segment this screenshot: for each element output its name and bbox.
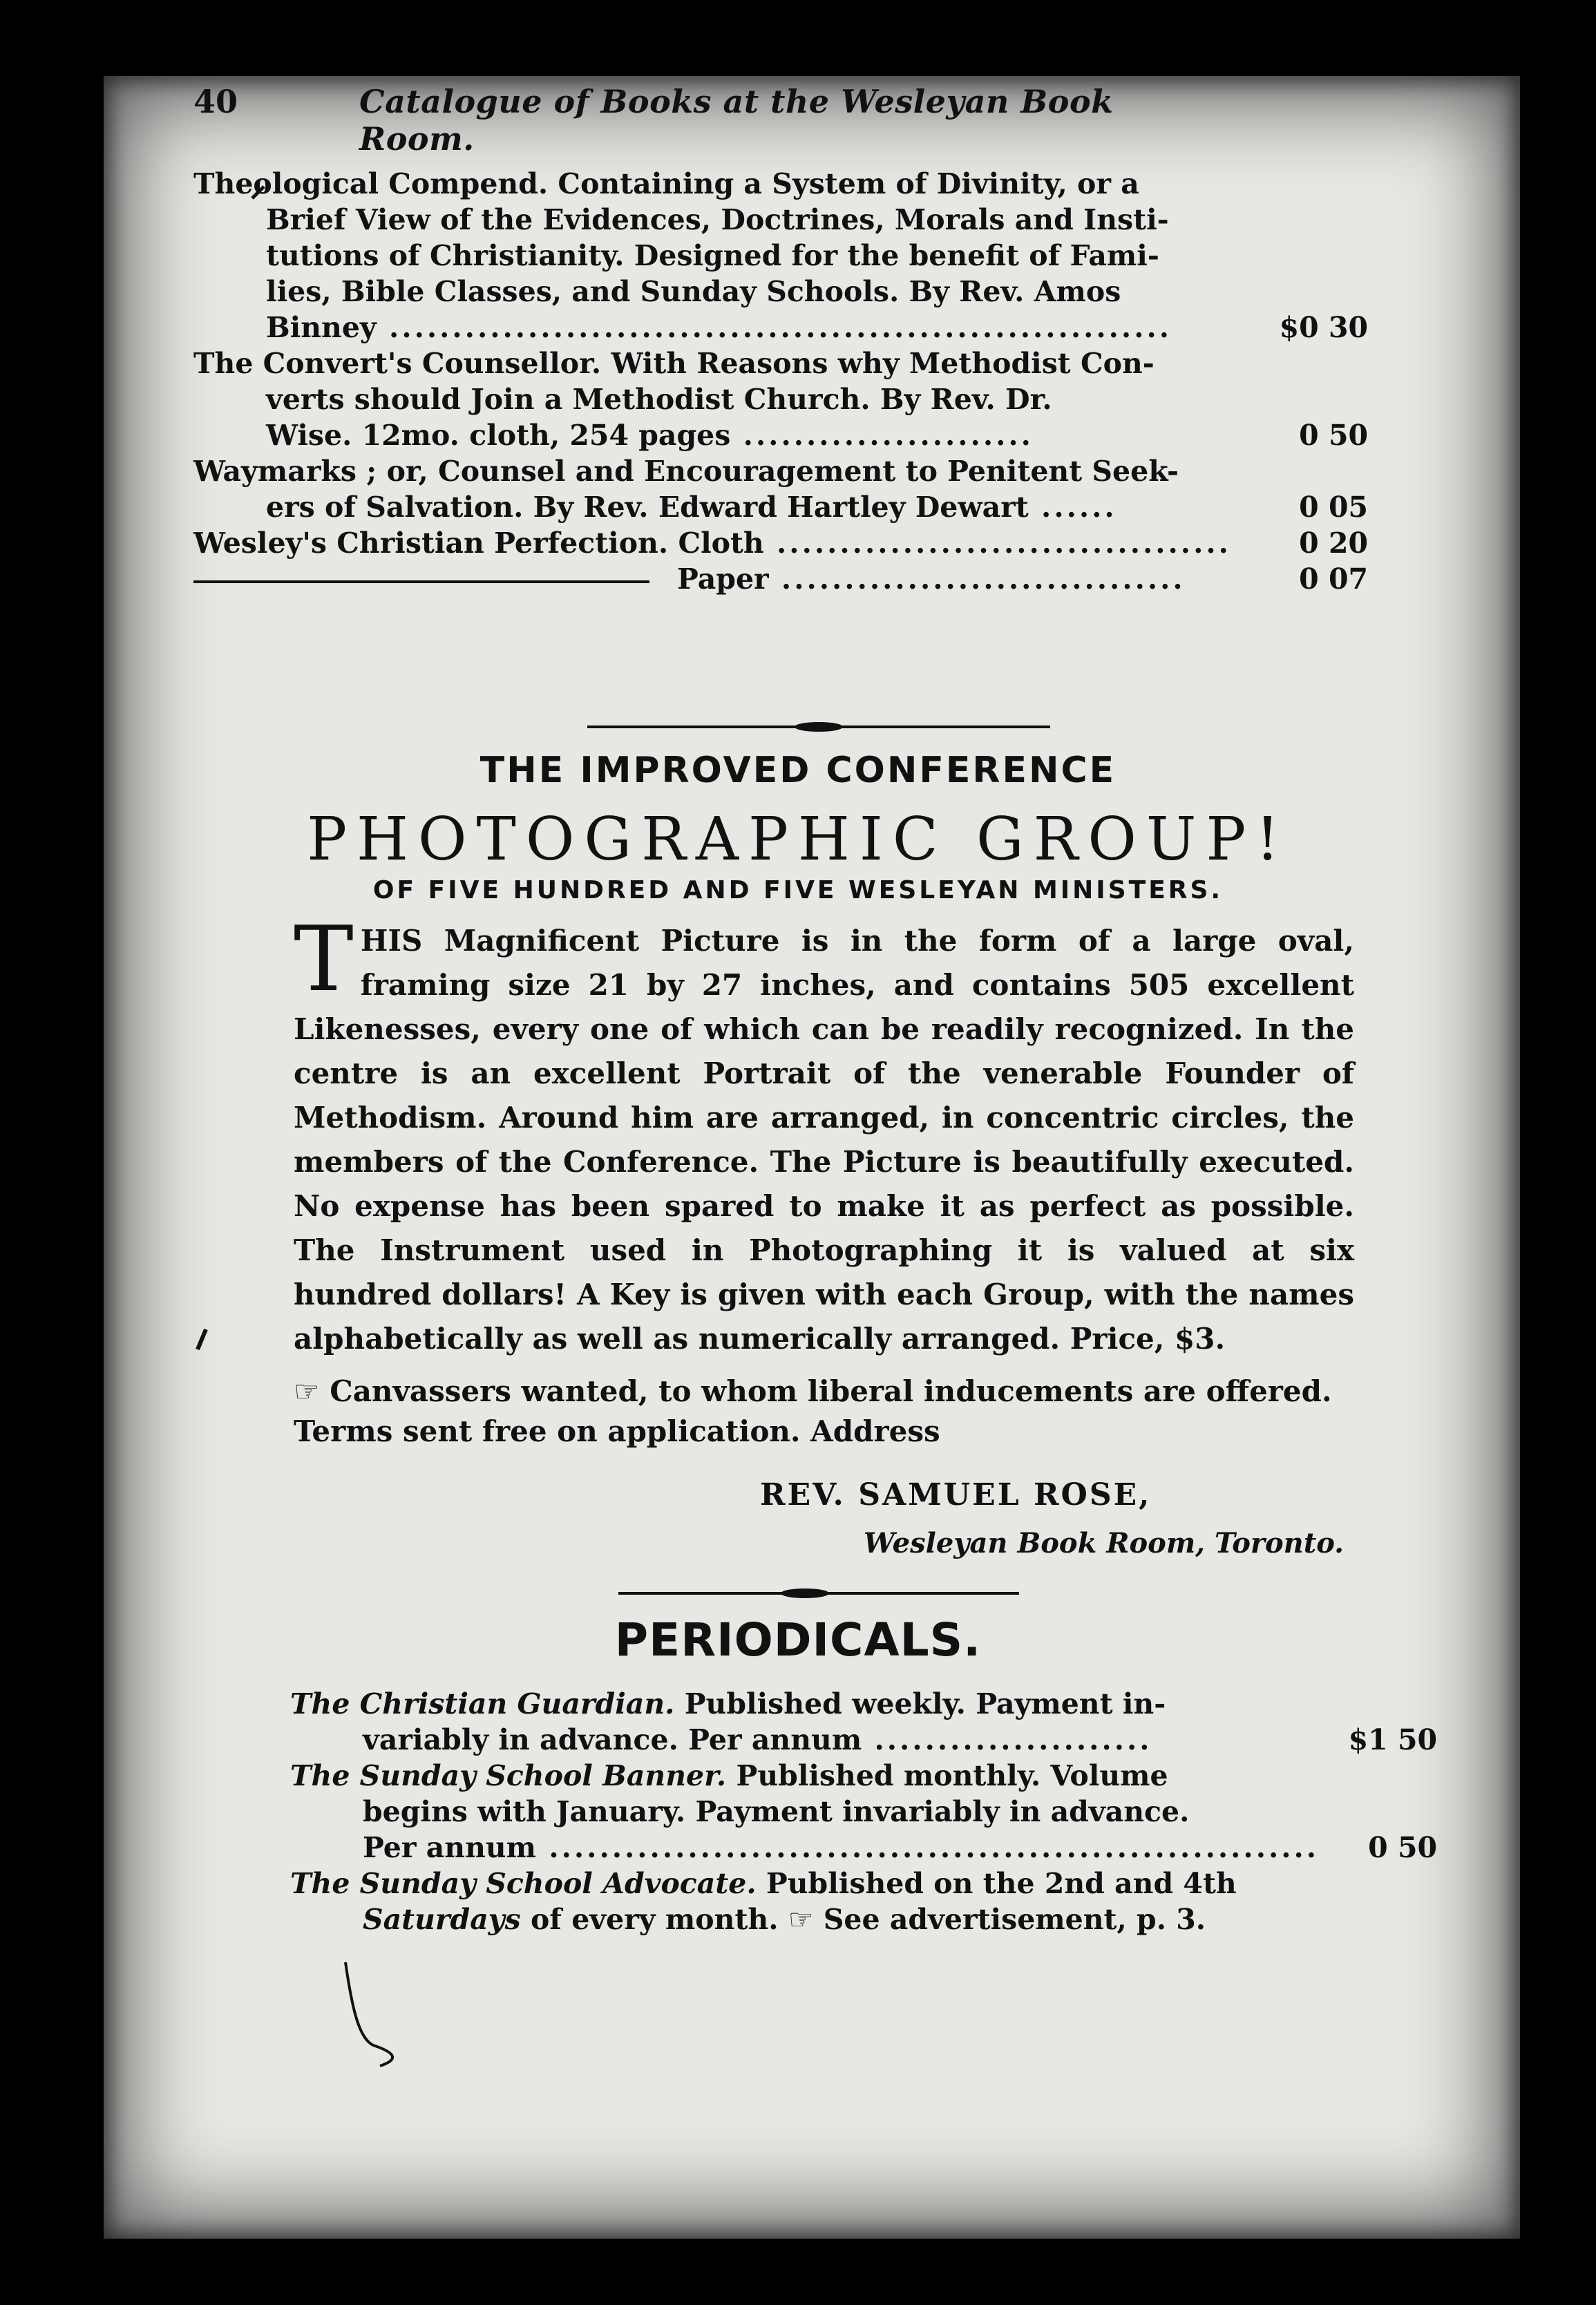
- periodical-entry: [290, 1866, 1354, 1937]
- entry-line-text: Wise. 12mo. cloth, 254 pages: [266, 419, 731, 452]
- periodicals-heading: PERIODICALS.: [614, 1613, 982, 1667]
- dot-leader: .............................................................: [536, 1831, 1320, 1864]
- rule-ornament: [795, 722, 843, 732]
- entry-line: [193, 417, 1368, 453]
- entry-line: Brief View of the Evidences, Doctrines, Morals and Insti-: [266, 203, 1169, 236]
- ditto-rule: [193, 580, 649, 583]
- entry-line: [193, 561, 1368, 597]
- entry-line: [290, 1722, 1437, 1758]
- signature-place: Wesleyan Book Room, Toronto.: [864, 1527, 1345, 1559]
- advert-body: [294, 907, 1354, 1361]
- entry-line-text: Wesley's Christian Perfection. Cloth: [193, 527, 764, 560]
- rule-ornament: [781, 1588, 829, 1598]
- dot-leader: .......................: [730, 419, 1034, 452]
- entry-price: $0 30: [1279, 311, 1368, 344]
- entry-line: tutions of Christianity. Designed for the benefit of Fami-: [266, 239, 1159, 272]
- advert-title-line1: THE IMPROVED CONFERENCE: [479, 750, 1117, 791]
- periodical-name: The Sunday School Advocate.: [290, 1867, 757, 1900]
- entry-line: lies, Bible Classes, and Sunday Schools. By Rev. Amos: [266, 275, 1121, 308]
- running-title: Catalogue of Books at the Wesleyan Book Room.: [359, 83, 1114, 158]
- dot-leader: ....................................: [763, 527, 1231, 560]
- catalogue-list: [193, 166, 1368, 597]
- periodical-price: 0 50: [1368, 1831, 1437, 1864]
- pen-scribble: [332, 1955, 415, 2073]
- signature-name: REV. SAMUEL ROSE,: [760, 1477, 1152, 1512]
- periodical-name: The Sunday School Banner.: [290, 1759, 727, 1792]
- periodicals-list: [290, 1686, 1437, 1937]
- entry-line-text: Binney: [266, 311, 377, 344]
- page-number: 40: [193, 83, 238, 120]
- advert-title-line2: PHOTOGRAPHIC GROUP!: [307, 805, 1289, 874]
- dot-leader: ......: [1028, 491, 1117, 524]
- periodical-text: Published weekly. Payment in-: [684, 1687, 1166, 1720]
- entry-line: [193, 310, 1368, 345]
- entry-line: [290, 1758, 1354, 1794]
- entry-price: 0 05: [1299, 491, 1368, 524]
- drop-cap: T: [294, 907, 354, 1012]
- canvassers-text: Canvassers wanted, to whom liberal inducements are offered. Terms sent free on application. Address: [294, 1374, 1332, 1448]
- catalogue-entry: [193, 345, 1368, 453]
- catalogue-entry: [193, 561, 1368, 597]
- periodical-text: Published on the 2nd and 4th: [766, 1867, 1237, 1900]
- catalogue-entry: [193, 453, 1368, 525]
- dot-leader: ..............................................................: [376, 311, 1172, 344]
- entry-line: [193, 525, 1368, 561]
- periodical-name: The Christian Guardian.: [290, 1687, 675, 1720]
- entry-line: begins with January. Payment invariably in advance.: [363, 1795, 1190, 1828]
- periodical-text: Published monthly. Volume: [736, 1759, 1168, 1792]
- dot-leader: ................................: [768, 562, 1186, 596]
- periodical-entry: [290, 1686, 1437, 1758]
- entry-line: [290, 1901, 1354, 1937]
- periodical-name-cont: Saturdays: [363, 1903, 521, 1936]
- catalogue-entry: [193, 166, 1368, 345]
- entry-line-text: ers of Salvation. By Rev. Edward Hartley Dewart: [266, 491, 1029, 524]
- entry-line: [290, 1830, 1437, 1866]
- pointing-hand-icon: ☞: [788, 1903, 814, 1936]
- entry-price: 0 20: [1299, 527, 1368, 560]
- entry-line: [193, 489, 1368, 525]
- entry-price: 0 50: [1299, 419, 1368, 452]
- see-advertisement: See advertisement, p. 3.: [823, 1903, 1206, 1936]
- entry-line-text: Paper: [677, 562, 769, 596]
- entry-line: Waymarks ; or, Counsel and Encouragement to Penitent Seek-: [193, 455, 1179, 488]
- entry-line: [290, 1686, 1354, 1722]
- periodical-text: Per annum: [363, 1831, 537, 1864]
- periodical-text: of every month.: [530, 1903, 779, 1936]
- entry-line: verts should Join a Methodist Church. By Rev. Dr.: [266, 383, 1052, 416]
- entry-line: The Convert's Counsellor. With Reasons why Methodist Con-: [193, 347, 1155, 380]
- canvassers-notice: [294, 1372, 1354, 1452]
- periodical-text: variably in advance. Per annum: [363, 1723, 862, 1756]
- advert-title-line3: OF FIVE HUNDRED AND FIVE WESLEYAN MINISTERS.: [372, 876, 1224, 904]
- catalogue-entry: [193, 525, 1368, 561]
- advert-body-text: HIS Magnificent Picture is in the form of a large oval, framing size 21 by 27 inches, and contains 505 excellent Likenesses, every one of which can be readily recognized. In the centre is an excellent Portrait of the venerable Founder of Methodism. Around him are arranged, in concentric circles, the members of the Conference. The Picture is beautifully executed. No expense has been spared to make it as perfect as possible. The Instrument used in Photographing it is valued at six hundred dollars! A Key is given with each Group, with the names alphabetically as well as numerically arranged. Price, $3.: [294, 924, 1354, 1356]
- dot-leader: ......................: [862, 1723, 1152, 1756]
- pen-mark: [249, 181, 269, 202]
- entry-line: [290, 1866, 1354, 1901]
- periodical-price: $1 50: [1348, 1723, 1437, 1756]
- periodical-entry: [290, 1758, 1437, 1866]
- pen-mark: [192, 1325, 213, 1353]
- entry-price: 0 07: [1299, 562, 1368, 596]
- entry-line: Theological Compend. Containing a System of Divinity, or a: [193, 167, 1139, 200]
- pointing-hand-icon: ☞: [294, 1374, 320, 1408]
